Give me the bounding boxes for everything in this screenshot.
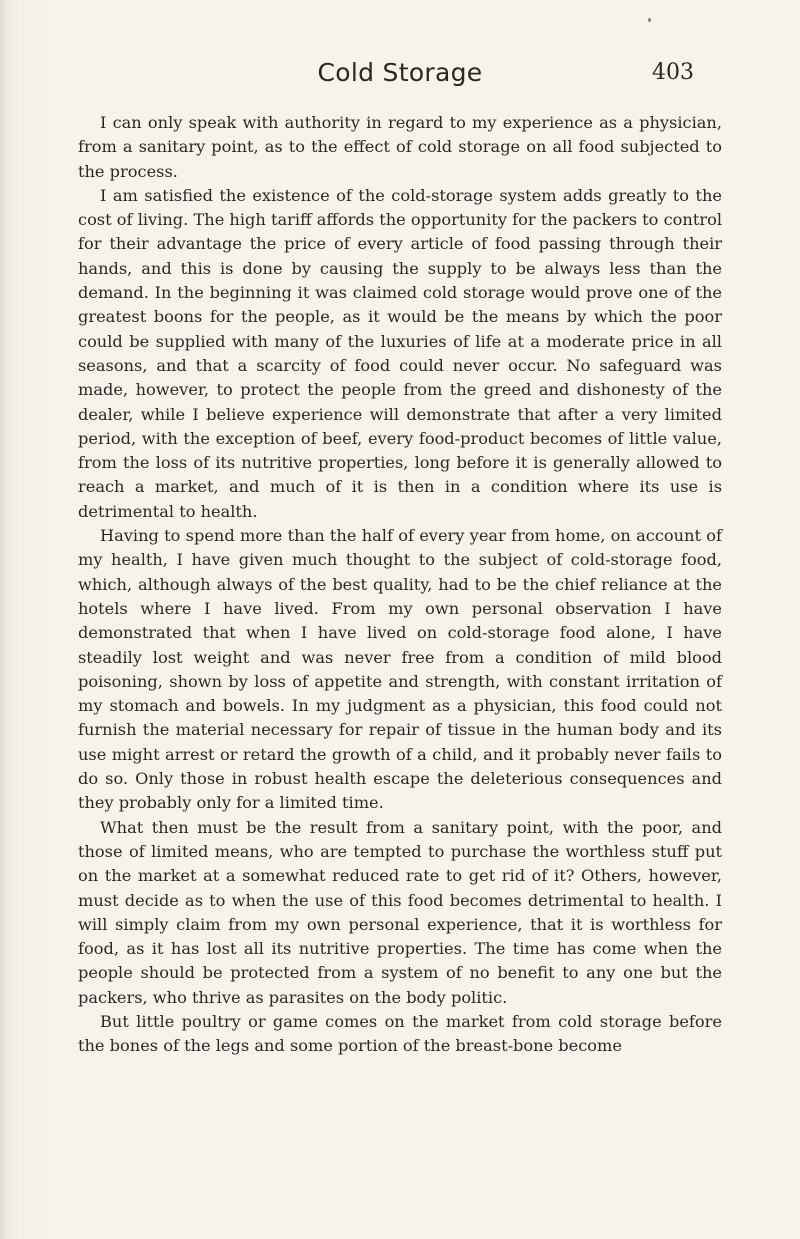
page-header bbox=[0, 58, 800, 98]
paragraph: I can only speak with authority in regard to my experience as a physician, from a sanitary point, as to the effect of cold storage on all food subjected to the process. bbox=[78, 113, 722, 181]
paragraph: Having to spend more than the half of every year from home, on account of my health, I have given much thought to the subject of cold-storage food, which, although always of the best quality, had to be the chief reliance at the hotels where I have lived. From my own personal observation I have demonstrated that when I have lived on cold-storage food alone, I have steadily lost weight and was never free from a condition of mild blood poisoning, shown by loss of appetite and strength, with constant irritation of my stomach and bowels. In my judgment as a physician, this food could not furnish the material necessary for repair of tissue in the human body and its use might arrest or retard the growth of a child, and it probably never fails to do so. Only those in robust health escape the deleterious consequences and they probably only for a limited time. bbox=[78, 526, 722, 813]
paragraph: But little poultry or game comes on the market from cold storage before the bones of the legs and some portion of the breast-bone become bbox=[78, 1011, 722, 1056]
page-number: 403 bbox=[652, 60, 694, 85]
body-text bbox=[78, 111, 722, 1059]
running-title: Cold Storage bbox=[317, 58, 483, 87]
paragraph: What then must be the result from a sanitary point, with the poor, and those of limited means, who are tempted to purchase the worthless stuff put on the market at a somewhat reduced rate to get rid of it? Others, however, must decide as to when the use of this food becomes detrimental to health. I will simply claim from my own personal experience, that it is worthless for food, as it has lost all its nutritive properties. The time has come when the people should be protected from a system of no benefit to any one but the packers, who thrive as parasites on the body politic. bbox=[78, 817, 722, 1007]
paragraph: I am satisfied the existence of the cold-storage system adds greatly to the cost of living. The high tariff affords the opportunity for the packers to control for their advantage the price of every article of food passing through their hands, and this is done by causing the supply to be always less than the demand. In the beginning it was claimed cold storage would prove one of the greatest boons for the people, as it would be the means by which the poor could be supplied with many of the luxuries of life at a moderate price in all seasons, and that a scarcity of food could never occur. No safeguard was made, however, to protect the people from the greed and dishonesty of the dealer, while I believe experience will demonstrate that after a very limited period, with the exception of beef, every food-product becomes of little value, from the loss of its nutritive properties, long before it is generally allowed to reach a market, and much of it is then in a condition where its use is detrimental to health. bbox=[78, 185, 722, 521]
print-speck bbox=[648, 18, 651, 22]
